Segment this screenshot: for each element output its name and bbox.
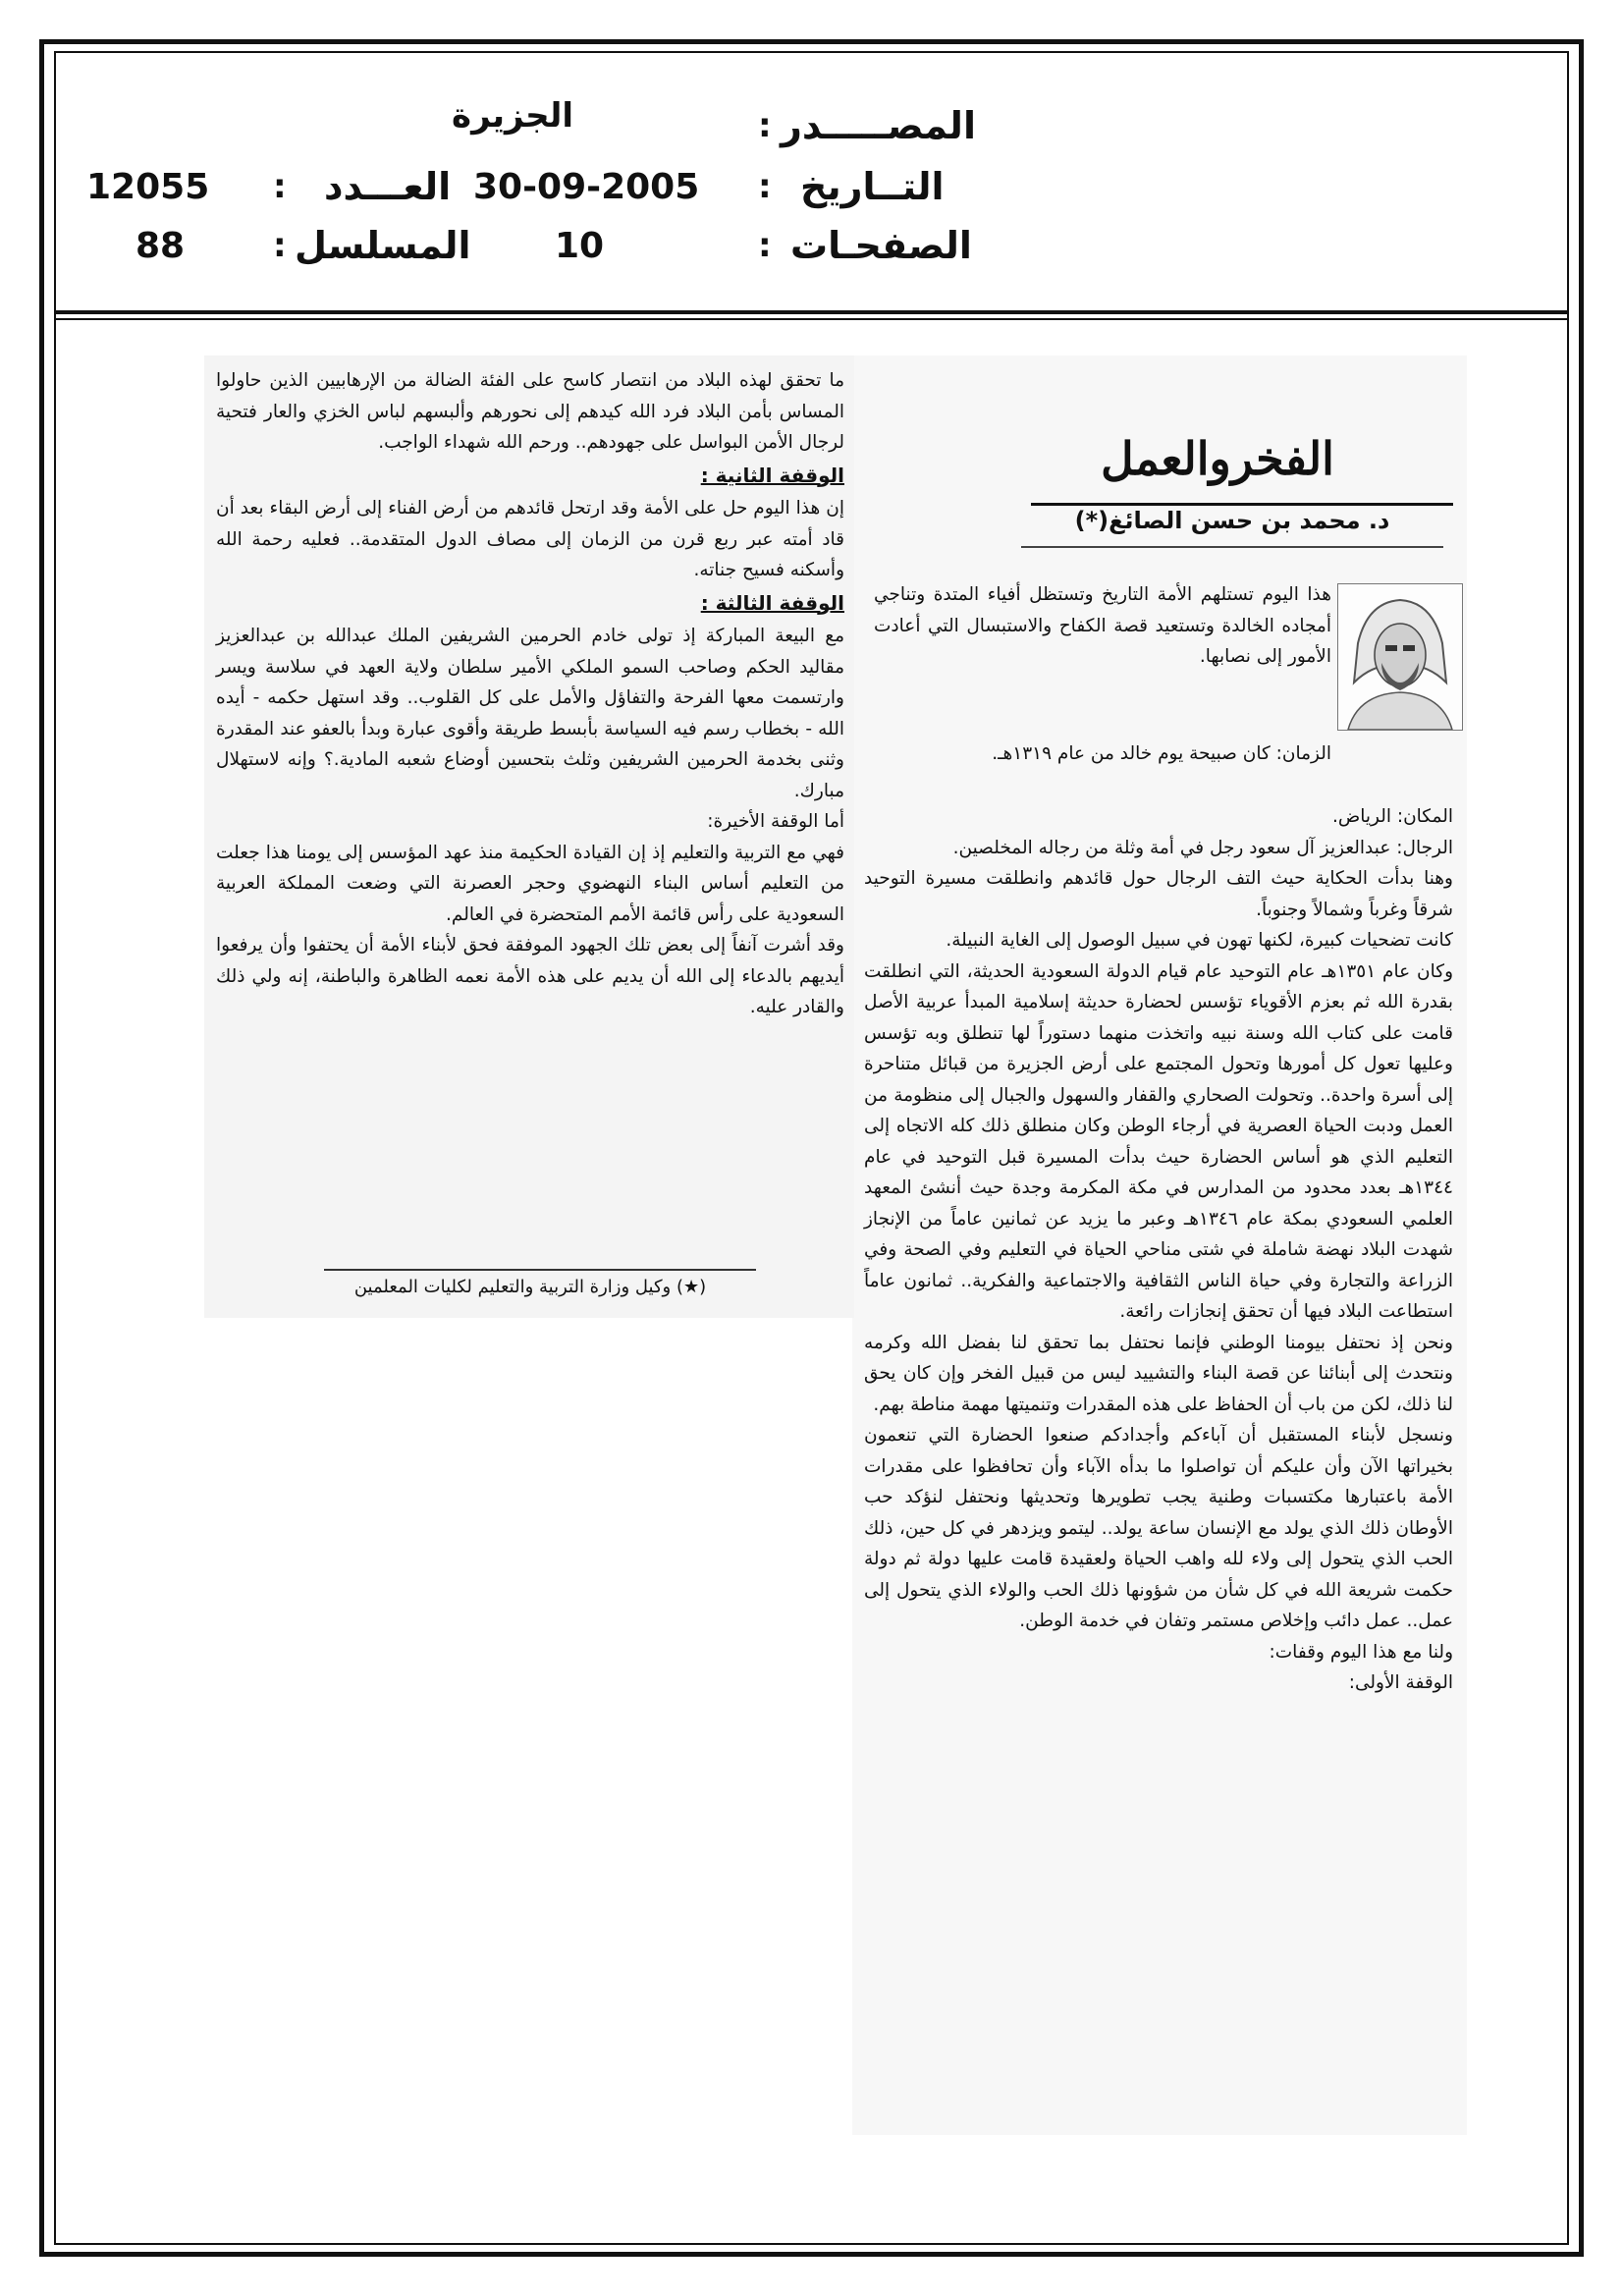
article-paragraph: وكان عام ١٣٥١هـ عام التوحيد عام قيام الدولة السعودية الحديثة، التي انطلقت بقدرة الله ثم بعزم الأقوياء تؤسس لحضارة حديثة إسلامية المبدأ عربية الأصل قامت على كتاب الله وسنة نبيه واتخذت منهما دستوراً لها تنطلق وبه تؤسس وعليها تعول كل أمورها وتحول المجتمع على أرض الجزيرة من قبائل متناحرة إلى أسرة واحدة.. وتحولت الصحاري والقفار والسهول والجبال إلى منظومة من العمل ودبت الحياة العصرية في أرجاء الوطن وكان منطلق ذلك كله الاتجاه إلى التعليم الذي هو أساس الحضارة حيث بدأت المسيرة قبل التوحيد في عام ١٣٤٤هـ بعدد محدود من المدارس في مكة المكرمة وجدة حيث أنشئ المعهد العلمي السعودي بمكة عام ١٣٤٦هـ وعبر ما يزيد عن ثمانين عاماً من الإنجاز شهدت البلاد نهضة شاملة في شتى مناحي الحياة في التعليم وفي الصحة وفي الزراعة والتجارة وفي حياة الناس الثقافية والاجتماعية والفكرية.. ثمانون عاماً استطاعت البلاد فيها أن تحقق إنجازات رائعة.	[864, 960, 1454, 1322]
issue-label: العـــدد	[324, 165, 452, 208]
issue-colon: :	[273, 167, 287, 206]
author-underline	[1021, 546, 1443, 548]
author-portrait-icon	[1337, 583, 1463, 731]
title-underline	[1031, 503, 1453, 506]
article-author: د. محمد بن حسن الصائغ(*)	[1074, 507, 1390, 534]
article-paragraph: وقد أشرت آنفاً إلى بعض تلك الجهود الموفقة فحق لأبناء الأمة أن يحتفوا وأن يرفعوا أيديهم بالدعاء إلى الله أن يديم على هذه الأمة نعمه الظاهرة والباطنة، إنه ولي ذلك والقادر عليه.	[216, 935, 844, 1017]
article-paragraph: ولنا مع هذا اليوم وقفات:	[1269, 1641, 1453, 1663]
article-paragraph: مع البيعة المباركة إذ تولى خادم الحرمين الشريفين الملك عبدالله بن عبدالعزيز مقاليد الحكم وصاحب السمو الملكي الأمير سلطان ولاية العهد في سلاسة ويسر وارتسمت معها الفرحة والتفاؤل والأمل على كل القلوب.. وقد استهل حكمه - أيده الله - بخطاب رسم فيه السياسة بأبسط طريقة وأقوى عبارة وبدأ بالعفو عند المقدرة وثنى بخدمة الحرمين الشريفين وثلث بتحسين أوضاع شعبه المادية.؟ وإنه لاستهلال مبارك.	[216, 626, 844, 801]
article-paragraph: إن هذا اليوم حل على الأمة وقد ارتحل قائدهم من أرض الفناء إلى أرض البقاء بعد أن قاد أمته عبر ربع قرن من الزمان إلى مصاف الدول المتقدمة.. فعليه رحمة الله وأسكنه فسيح جناته.	[216, 498, 844, 580]
header-divider	[56, 310, 1567, 314]
source-colon: :	[758, 106, 772, 145]
article-paragraph: الوقفة الأولى:	[1348, 1672, 1453, 1693]
article-paragraph: أما الوقفة الأخيرة:	[707, 811, 844, 832]
section-heading: الوقفة الثانية :	[700, 463, 844, 487]
article-paragraph: كانت تضحيات كبيرة، لكنها تهون في سبيل الوصول إلى الغاية النبيلة.	[946, 930, 1453, 951]
article-paragraph: ونحن إذ نحتفل بيومنا الوطني فإنما نحتفل بما تحقق لنا بفضل الله وكرمه ونتحدث إلى أبنائنا عن قصة البناء والتشييد ليس من قبيل الفخر وإن كان يحق لنا ذلك، لكن من باب أن الحفاظ على هذه المقدرات وتنميتها مهمة مناطة بهم.	[864, 1332, 1453, 1415]
article-paragraph: هذا اليوم تستلهم الأمة التاريخ وتستظل أفياء المتدة وتناجي أمجاده الخالدة وتستعيد قصة الكفاح والاستبسال التي أعادت الأمور إلى نصابها.	[874, 584, 1331, 667]
article-paragraph-intro	[874, 579, 1331, 737]
date-colon: :	[758, 167, 772, 206]
article-body-right	[864, 801, 1453, 1699]
pages-colon: :	[758, 226, 772, 265]
issue-value: 12055	[86, 167, 210, 207]
serial-value: 88	[135, 226, 186, 266]
article-paragraph: الزمان: كان صبيحة يوم خالد من عام ١٣١٩هـ.	[992, 743, 1331, 764]
section-heading: الوقفة الثالثة :	[700, 590, 844, 615]
article-paragraph-time	[874, 738, 1331, 770]
serial-label: المسلسل	[295, 224, 471, 267]
source-label: المصـــــدر	[781, 104, 976, 147]
author-footnote: (★) وكيل وزارة التربية والتعليم لكليات المعلمين	[353, 1277, 707, 1297]
article-body-left	[216, 365, 844, 1023]
article-paragraph: فهي مع التربية والتعليم إذ إن القيادة الحكيمة منذ عهد المؤسس إلى يومنا هذا جعلت من التعليم أساس البناء النهضوي وحجر العصرنة التي وضعت المملكة العربية السعودية على رأس قائمة الأمم المتحضرة في العالم.	[216, 842, 844, 925]
serial-colon: :	[273, 226, 287, 265]
article-paragraph: ما تحقق لهذه البلاد من انتصار كاسح على الفئة الضالة من الإرهابيين الذين حاولوا المساس بأمن البلاد فرد الله كيدهم إلى نحورهم وألبسهم لباس الخزي والعار فتحية لرجال الأمن البواسل على جهودهم.. ورحم الله شهداء الواجب.	[216, 370, 844, 453]
article-paragraph: المكان: الرياض.	[1331, 806, 1453, 827]
date-label: التــاريخ	[800, 165, 945, 208]
header-divider-thin	[56, 318, 1567, 320]
date-value: 30-09-2005	[473, 167, 700, 207]
footnote-divider	[324, 1269, 756, 1271]
article-paragraph: وهنا بدأت الحكاية حيث التف الرجال حول قائدهم وانطلقت مسيرة التوحيد شرقاً وغرباً وشمالاً وجنوباً.	[864, 868, 1453, 920]
article-paragraph: الرجال: عبدالعزيز آل سعود رجل في أمة وثلة من رجاله المخلصين.	[952, 837, 1453, 858]
source-value: الجزيرة	[452, 96, 574, 136]
pages-value: 10	[555, 226, 605, 266]
article-title: الفخروالعمل	[1101, 432, 1334, 485]
article-paragraph: ونسجل لأبناء المستقبل أن آباءكم وأجدادكم صنعوا الحضارة التي تنعمون بخيراتها الآن وأن عليكم أن تواصلوا ما بدأه الآباء وأن تحافظوا على مقدرات الأمة باعتبارها مكتسبات وطنية يجب تطويرها وتحديثها ونحتفل لنؤكد حب الأوطان ذلك الذي يولد مع الإنسان ساعة يولد.. ليتمو ويزدهر في كل حين، ذلك الحب الذي يتحول إلى ولاء لله واهب الحياة ولعقيدة قامت عليها دولة ثم دولة حكمت شريعة الله في كل شأن من شؤونها ذلك الحب والولاء الذي يتحول إلى عمل.. عمل دائب وإخلاص مستمر وتفان في خدمة الوطن.	[864, 1425, 1453, 1631]
pages-label: الصفحـات	[790, 224, 972, 267]
